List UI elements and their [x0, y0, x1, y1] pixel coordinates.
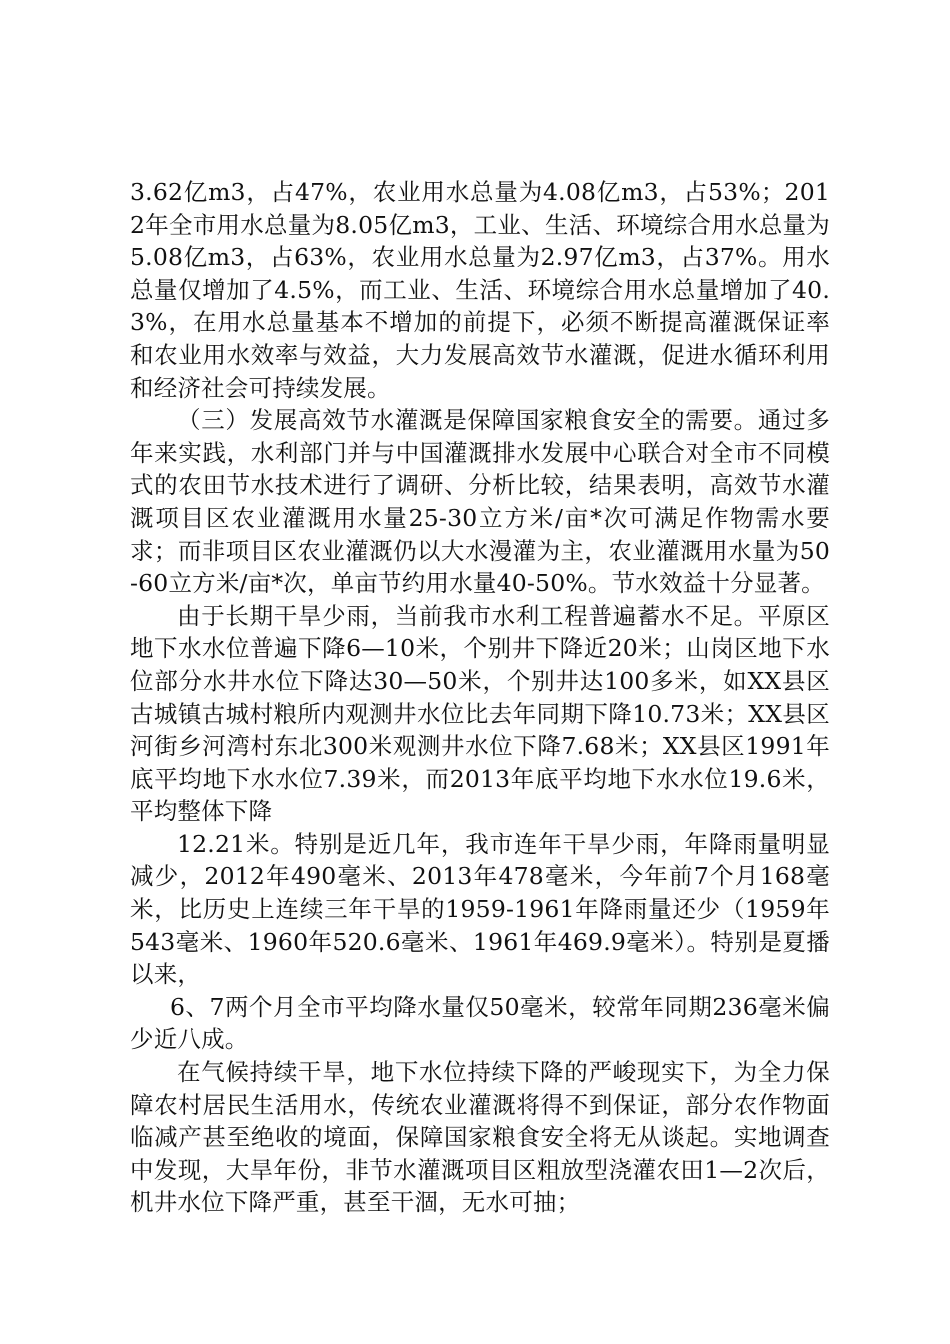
- paragraph-food-security: 在气候持续干旱，地下水位持续下降的严峻现实下，为全力保障农村居民生活用水，传统农业灌溉将得不到保证，部分农作物面临减产甚至绝收的境面，保障国家粮食安全将无从谈起。实地调查中发现，大旱年份，非节水灌溉项目区粗放型浇灌农田1—2次后，机井水位下降严重，甚至干涸，无水可抽；: [130, 1058, 830, 1217]
- paragraph-section-three: （三）发展高效节水灌溉是保障国家粮食安全的需要。通过多年来实践，水利部门并与中国灌溉排水发展中心联合对全市不同模式的农田节水技术进行了调研、分析比较，结果表明，高效节水灌溉项目区农业灌溉用水量25-30立方米/亩*次可满足作物需水要求；而非项目区农业灌溉仍以大水漫灌为主，农业灌溉用水量为50-60立方米/亩*次，单亩节约用水量40-50%。节水效益十分显著。: [130, 406, 830, 598]
- paragraph-summer-rainfall: 6、7两个月全市平均降水量仅50毫米，较常年同期236毫米偏少近八成。: [130, 992, 830, 1054]
- paragraph-water-usage: 3.62亿m3，占47%，农业用水总量为4.08亿m3，占53%；2012年全市用水总量为8.05亿m3，工业、生活、环境综合用水总量为5.08亿m3，占63%，农业用水总量为2.97亿m3，占37%。用水总量仅增加了4.5%，而工业、生活、环境综合用水总量增加了40.3%，在用水总量基本不增加的前提下，必须不断提高灌溉保证率和农业用水效率与效益，大力发展高效节水灌溉，促进水循环利用和经济社会可持续发展。: [130, 178, 830, 402]
- document-body: [130, 176, 830, 1219]
- paragraph-rainfall: 12.21米。特别是近几年，我市连年干旱少雨，年降雨量明显减少，2012年490毫米、2013年478毫米，今年前7个月168毫米，比历史上连续三年干旱的1959-1961年降雨量还少（1959年543毫米、1960年520.6毫米、1961年469.9毫米）。特别是夏播以来，: [130, 829, 830, 989]
- paragraph-drought-groundwater: 由于长期干旱少雨，当前我市水利工程普遍蓄水不足。平原区地下水水位普遍下降6—10米，个别井下降近20米；山岗区地下水位部分水井水位下降达30—50米，个别井达100多米，如XX县区古城镇古城村粮所内观测井水位比去年同期下降10.73米；XX县区河街乡河湾村东北300米观测井水位下降7.68米；XX县区1991年底平均地下水水位7.39米，而2013年底平均地下水水位19.6米，平均整体下降: [130, 601, 830, 826]
